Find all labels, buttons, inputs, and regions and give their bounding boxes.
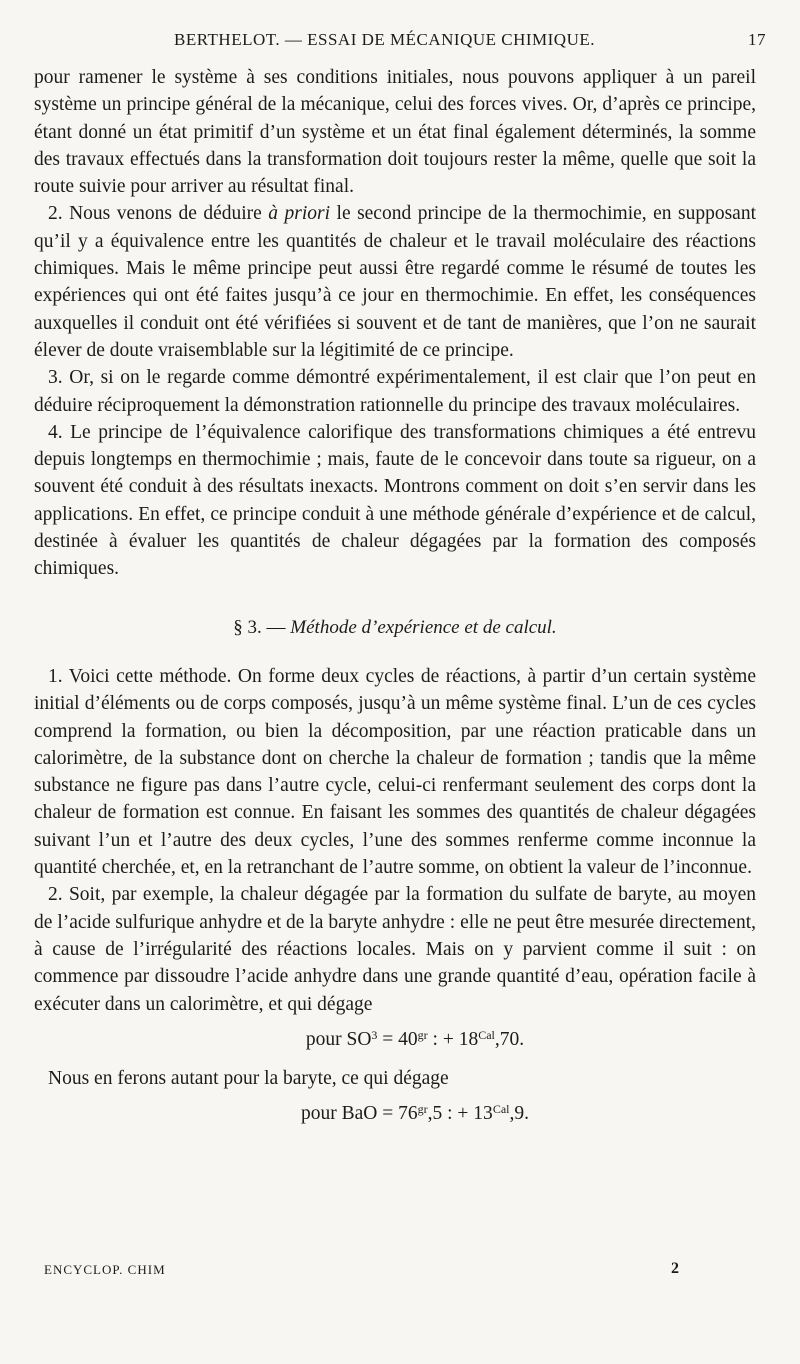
paragraph: 2. Soit, par exemple, la chaleur dégagée par la formation du sulfate de baryte, au moyen de l’acide sulfurique anhydre et de la baryte anhydre : elle ne peut être mesurée directement, à cause de l’irrégularité des réactions locales. Mais on y parvient comme il suit : on commence par dissoudre l’acide anhydre dans une grande quantité d’eau, opération facile à exécuter dans un calorimètre, et qui dégage (34, 884, 756, 1015)
paragraph: 1. Voici cette méthode. On forme deux cycles de réactions, à partir d’un certain système initial d’éléments ou de corps composés, jusqu’à un même système final. L’un de ces cycles comprend la formation, ou bien la décomposition, par une réaction praticable dans un calorimètre, de la substance dont on cherche la chaleur de formation ; tandis que la même substance ne figure pas dans l’autre cycle, celui-ci renfermant seulement des corps dont la chaleur de formation est connue. En faisant les sommes des quantités de chaleur dégagées suivant l’un et l’autre des deux cycles, l’une des sommes renferme comme inconnue la quantité cherchée, et, en la retranchant de l’autre somme, on obtient la valeur de l’inconnue. (34, 665, 756, 879)
page-number: 17 (748, 30, 766, 49)
formula-so3: pour $SO^3 = 40^{gr}$ : + $18^{Cal},70$. (305, 1027, 525, 1050)
section-heading (34, 614, 756, 641)
running-title: BERTHELOT. — ESSAI DE MÉCANIQUE CHIMIQUE. (174, 30, 595, 49)
paragraph: pour ramener le système à ses conditions initiales, nous pouvons appliquer à un pareil système un principe général de la mécanique, celui des forces vives. Or, d’après ce principe, étant donné un état primitif d’un système et un état final également déterminés, la somme des travaux effectués dans la transformation doit toujours rester la même, quelle que soit la route suivie pour arriver au résultat final. (34, 67, 756, 198)
section-number: § 3. — (233, 616, 286, 638)
paragraph: Nous en ferons autant pour la baryte, ce qui dégage (48, 1068, 449, 1090)
sheet-number: 2 (671, 1260, 680, 1277)
body-text (34, 64, 756, 1140)
formula-bao: pour BaO = $76^{gr},5$ : + $13^{Cal},9$. (301, 1102, 529, 1125)
paragraph: 3. Or, si on le regarde comme démontré expérimentalement, il est clair que l’on peut en déduire réciproquement la démonstration rationnelle du principe des travaux moléculaires. (34, 367, 756, 416)
paragraph: 4. Le principe de l’équivalence calorifique des transformations chimiques a été entrevu depuis longtemps en thermochimie ; mais, faute de le concevoir dans toute sa rigueur, on a souvent été conduit à des résultats inexacts. Montrons comment on doit s’en servir dans les applications. En effet, ce principe conduit à une méthode générale d’expérience et de calcul, destinée à évaluer les quantités de chaleur dégagées par la formation des composés chimiques. (34, 421, 756, 580)
paragraph: 2. Nous venons de déduire à priori le second principe de la thermochimie, en supposant qu’il y a équivalence entre les quantités de chaleur et le travail moléculaire des réactions chimiques. Mais le même principe peut aussi être regardé comme le résumé de toutes les expériences qui ont été faites jusqu’à ce jour en thermochimie. En effet, les conséquences auxquelles il conduit ont été vérifiées si souvent et de tant de manières, que l’on ne saurait élever de doute vraisemblable sur la légitimité de ce principe. (34, 203, 757, 361)
section-title: Méthode d’expérience et de calcul. (290, 616, 557, 638)
signature-mark: ENCYCLOP. CHIM (44, 1262, 166, 1277)
